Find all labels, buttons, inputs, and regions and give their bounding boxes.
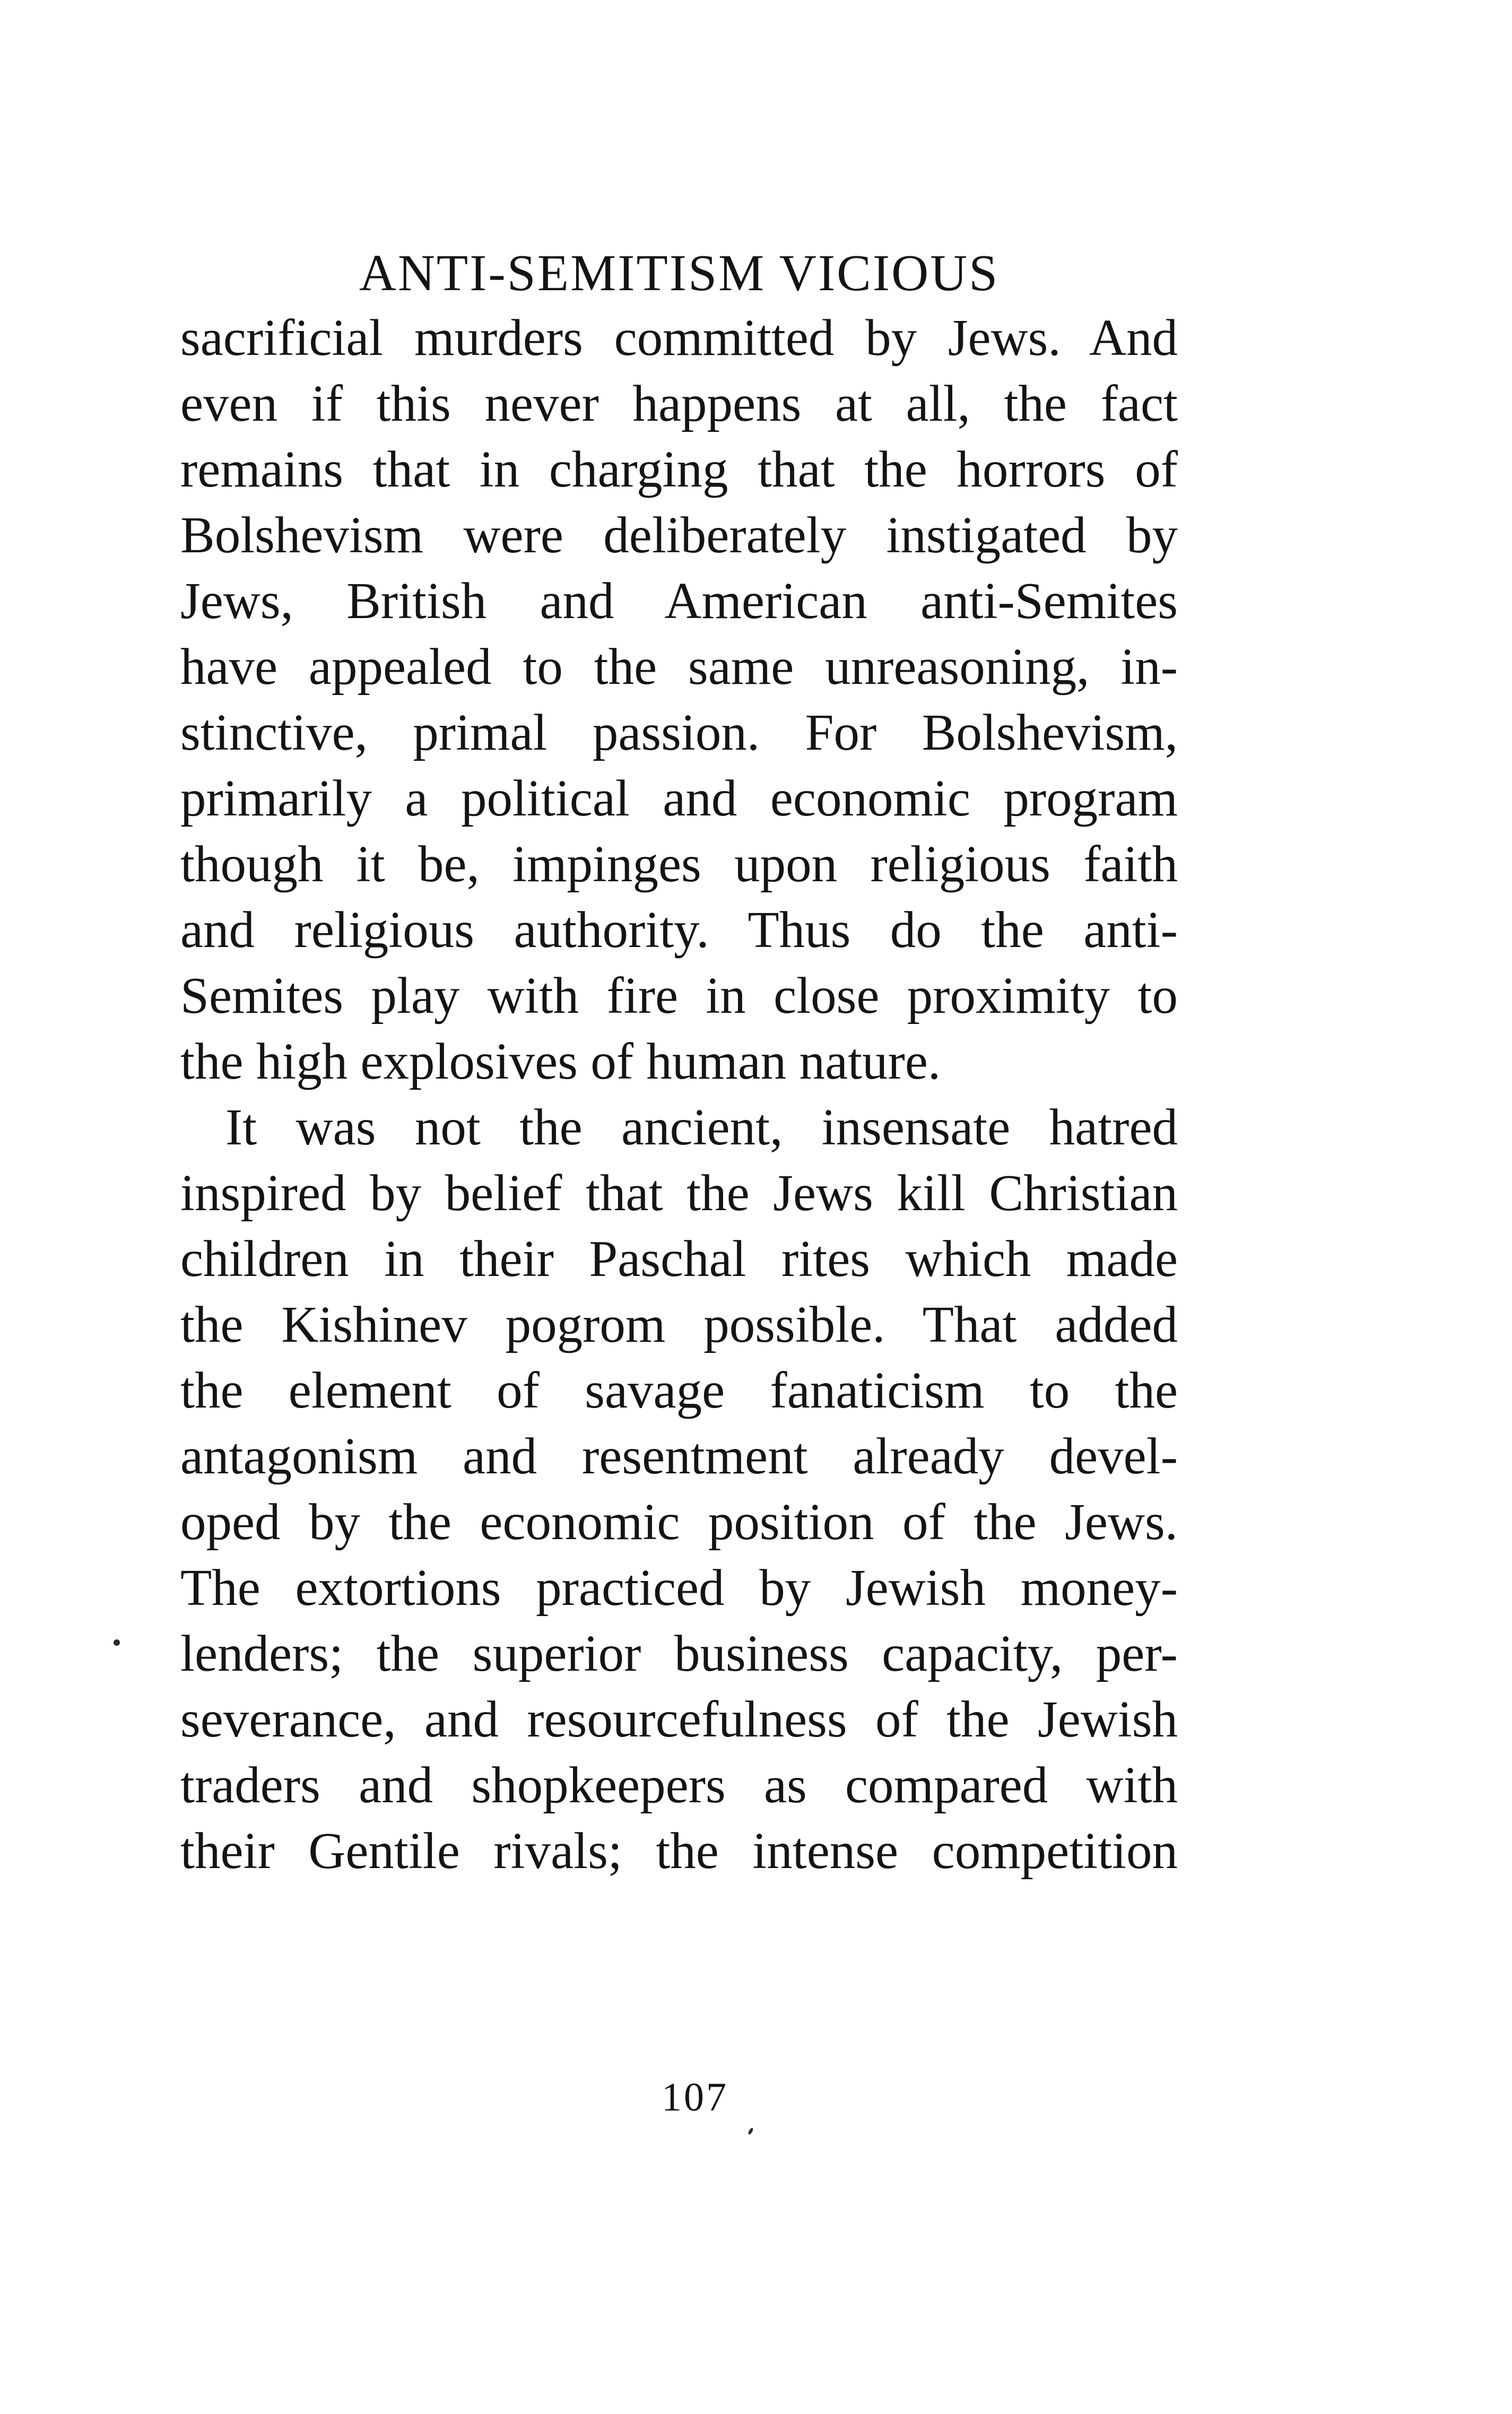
text-line: traders and shopkeepers as compared with <box>180 1757 1178 1813</box>
text-line: primarily a political and economic program <box>180 770 1178 827</box>
text-line: have appealed to the same unreasoning, in- <box>180 638 1178 695</box>
text-line: antagonism and resentment already devel- <box>180 1428 1178 1484</box>
running-head: ANTI-SEMITISM VICIOUS <box>359 245 1000 301</box>
text-line: children in their Paschal rites which made <box>180 1230 1178 1287</box>
text-line: stinctive, primal passion. For Bolshevism, <box>180 704 1178 761</box>
text-line: inspired by belief that the Jews kill Christian <box>180 1165 1178 1221</box>
text-line: severance, and resourcefulness of the Jewish <box>180 1691 1178 1748</box>
text-line: sacrificial murders committed by Jews. And <box>180 309 1178 366</box>
scan-speck <box>748 2127 754 2135</box>
text-line: though it be, impinges upon religious faith <box>180 836 1178 892</box>
text-line: Semites play with fire in close proximity to <box>180 967 1178 1024</box>
text-line: the Kishinev pogrom possible. That added <box>180 1296 1178 1353</box>
text-line: It was not the ancient, insensate hatred <box>225 1099 1178 1156</box>
text-line: lenders; the superior business capacity, per- <box>180 1625 1178 1682</box>
text-line: remains that in charging that the horrors of <box>180 441 1178 498</box>
text-line: Jews, British and American anti-Semites <box>180 572 1178 629</box>
text-line: and religious authority. Thus do the anti- <box>180 901 1178 958</box>
text-line: their Gentile rivals; the intense competition <box>180 1822 1178 1879</box>
text-line: oped by the economic position of the Jews. <box>180 1493 1178 1550</box>
page-number: 107 <box>662 2075 728 2120</box>
text-line: the element of savage fanaticism to the <box>180 1362 1178 1419</box>
text-line: Bolshevism were deliberately instigated by <box>180 507 1178 563</box>
text-line: The extortions practiced by Jewish money- <box>180 1559 1178 1616</box>
text-line: the high explosives of human nature. <box>180 1033 941 1090</box>
scan-speck <box>114 1639 120 1646</box>
text-line: even if this never happens at all, the fact <box>180 375 1178 432</box>
